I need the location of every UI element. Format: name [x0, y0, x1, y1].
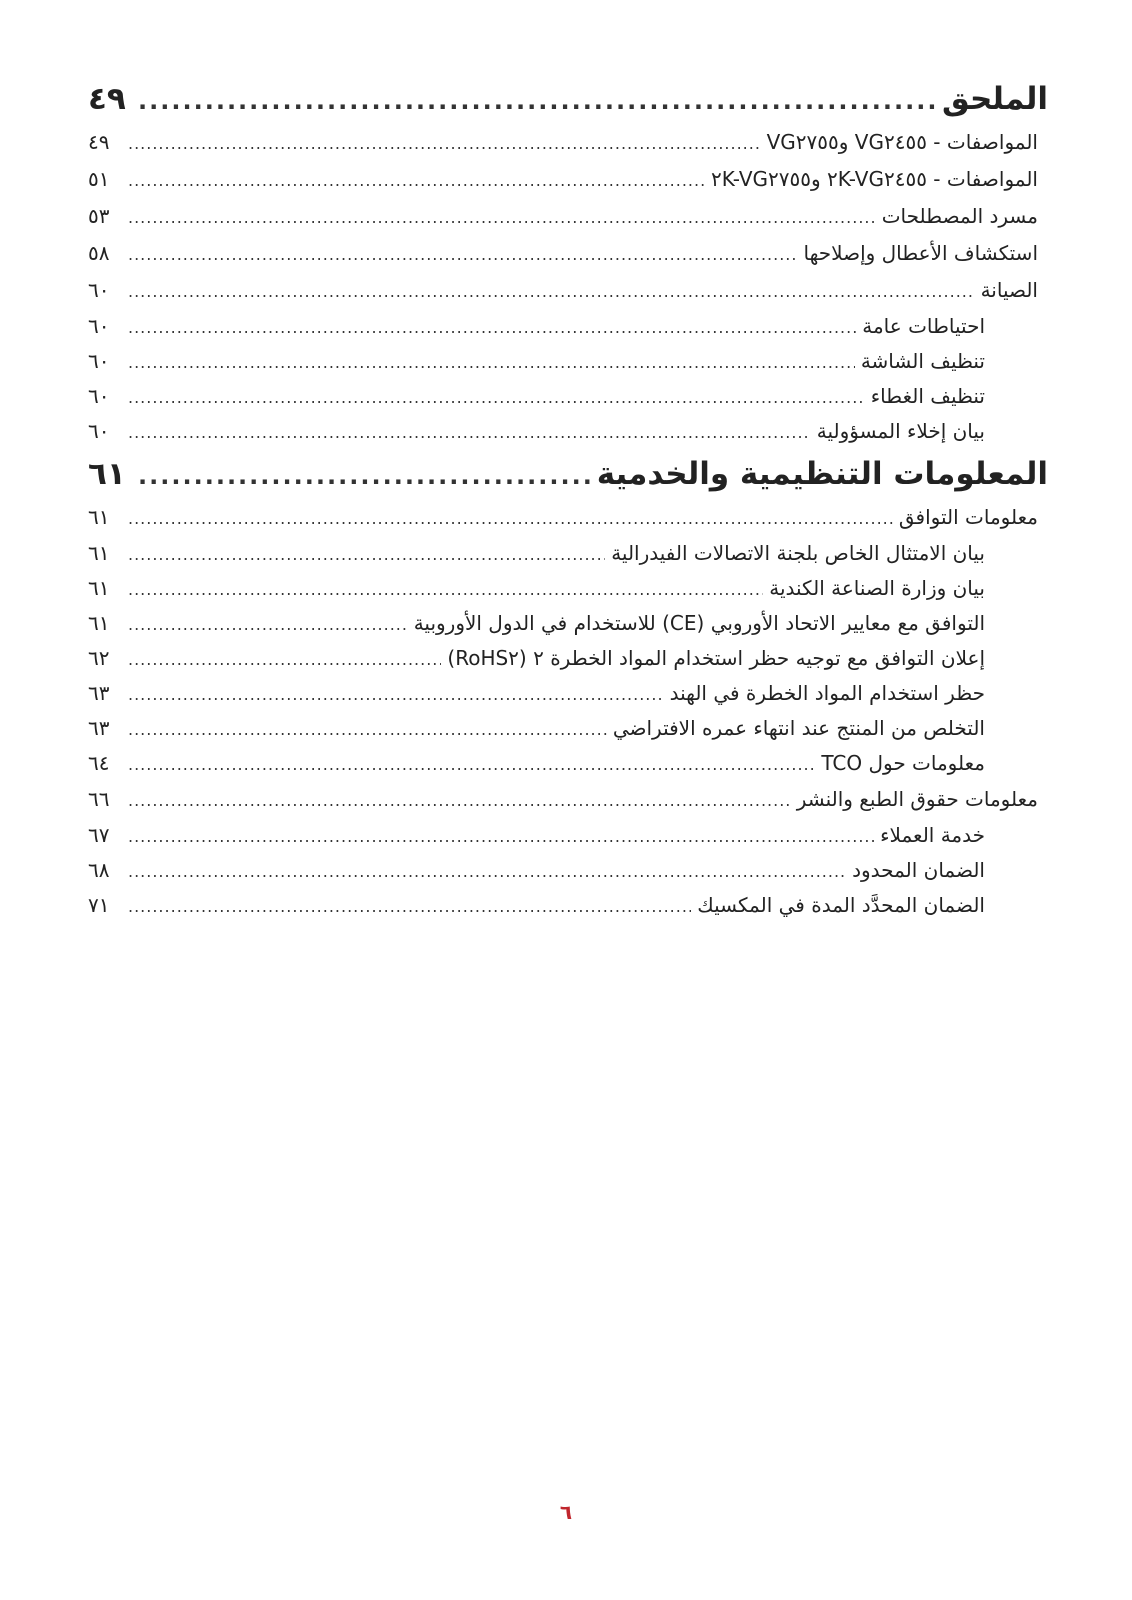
toc-page-number: ٦٣ — [88, 681, 110, 705]
dot-leader — [128, 642, 441, 677]
dot-leader — [128, 236, 797, 273]
dot-leader — [128, 310, 856, 345]
toc-entry[interactable] — [88, 161, 1048, 198]
toc-subentry[interactable] — [88, 853, 1048, 888]
toc-subentry[interactable] — [88, 571, 1048, 606]
dot-leader — [128, 712, 607, 747]
toc-page-number: ٦٠ — [88, 349, 110, 373]
toc-entry-title: المواصفات - VG٢٤٥٥ وVG٢٧٥٥ — [766, 130, 1038, 154]
toc-entry-title: المواصفات - ٢K-VG٢٤٥٥ و٢K-VG٢٧٥٥ — [711, 167, 1038, 191]
toc-page-number: ٦٠ — [88, 278, 110, 302]
toc-entry[interactable] — [88, 124, 1048, 161]
toc-subentry[interactable] — [88, 746, 1048, 781]
dot-leader — [128, 199, 876, 236]
toc-page-number: ٦١ — [88, 541, 110, 565]
toc-page-number: ٦١ — [88, 611, 110, 635]
toc-entry-title: بيان إخلاء المسؤولية — [816, 419, 985, 443]
toc-page-number: ٦١ — [88, 576, 110, 600]
toc-heading-regulatory[interactable] — [88, 449, 1048, 499]
dot-leader — [128, 677, 664, 712]
toc-entry[interactable] — [88, 235, 1048, 272]
toc-entry-title: إعلان التوافق مع توجيه حظر استخدام المواد الخطرة ٢ (RoHS٢) — [447, 646, 985, 670]
toc-entry-title: بيان وزارة الصناعة الكندية — [769, 576, 985, 600]
toc-heading-appendix[interactable] — [88, 74, 1048, 124]
toc-subentry[interactable] — [88, 536, 1048, 571]
toc-entry-title: تنظيف الغطاء — [870, 384, 985, 408]
toc-page-number: ٦٠ — [88, 419, 110, 443]
toc-page-number: ٦٣ — [88, 716, 110, 740]
dot-leader — [128, 607, 408, 642]
toc-entry-title: احتياطات عامة — [862, 314, 985, 338]
toc-page-number: ٦١ — [88, 456, 126, 492]
toc-entry-title: الصيانة — [980, 278, 1038, 302]
toc-heading-title: الملحق — [942, 81, 1048, 117]
toc-entry-title: خدمة العملاء — [880, 823, 985, 847]
toc-entry-title: الضمان المحدود — [852, 858, 985, 882]
table-of-contents — [88, 74, 1048, 923]
toc-subentry[interactable] — [88, 711, 1048, 746]
toc-page-number: ٦٠ — [88, 314, 110, 338]
toc-subentry[interactable] — [88, 414, 1048, 449]
toc-page-number: ٦٨ — [88, 858, 110, 882]
dot-leader — [128, 572, 763, 607]
toc-page-number: ٥٣ — [88, 204, 110, 228]
toc-entry[interactable] — [88, 781, 1048, 818]
toc-entry-title: مسرد المصطلحات — [881, 204, 1038, 228]
toc-entry-title: الضمان المحدَّد المدة في المكسيك — [697, 893, 985, 917]
dot-leader — [128, 782, 791, 819]
toc-subentry[interactable] — [88, 344, 1048, 379]
toc-page-number: ٦٦ — [88, 787, 110, 811]
dot-leader — [128, 500, 893, 537]
toc-entry-title: بيان الامتثال الخاص بلجنة الاتصالات الفيدرالية — [611, 541, 985, 565]
toc-subentry[interactable] — [88, 641, 1048, 676]
toc-entry-title: التخلص من المنتج عند انتهاء عمره الافتراضي — [612, 716, 985, 740]
dot-leader — [128, 380, 865, 415]
toc-page-number: ٦٠ — [88, 384, 110, 408]
dot-leader — [128, 854, 846, 889]
dot-leader — [128, 273, 975, 310]
dot-leader — [138, 76, 936, 126]
toc-subentry[interactable] — [88, 379, 1048, 414]
page-number-footer: ٦ — [559, 1500, 573, 1524]
toc-page-number: ٥١ — [88, 167, 110, 191]
dot-leader — [128, 125, 761, 162]
toc-entry-title: التوافق مع معايير الاتحاد الأوروبي (CE) للاستخدام في الدول الأوروبية — [413, 611, 985, 635]
toc-subentry[interactable] — [88, 818, 1048, 853]
toc-subentry[interactable] — [88, 309, 1048, 344]
dot-leader — [128, 537, 605, 572]
toc-page-number: ٧١ — [88, 893, 110, 917]
toc-page-number: ٦٢ — [88, 646, 110, 670]
toc-subentry[interactable] — [88, 888, 1048, 923]
toc-entry-title: معلومات التوافق — [898, 505, 1038, 529]
dot-leader — [128, 162, 705, 199]
toc-entry-title: معلومات حول TCO — [821, 751, 985, 775]
toc-entry[interactable] — [88, 198, 1048, 235]
toc-page-number: ٥٨ — [88, 241, 110, 265]
toc-subentry[interactable] — [88, 676, 1048, 711]
toc-entry-title: حظر استخدام المواد الخطرة في الهند — [669, 681, 985, 705]
toc-entry-title: تنظيف الشاشة — [860, 349, 985, 373]
toc-heading-title: المعلومات التنظيمية والخدمية — [596, 456, 1048, 492]
toc-page-number: ٦١ — [88, 505, 110, 529]
dot-leader — [128, 747, 815, 782]
toc-page-number: ٤٩ — [88, 130, 110, 154]
dot-leader — [128, 345, 855, 380]
toc-entry-title: معلومات حقوق الطبع والنشر — [796, 787, 1038, 811]
toc-page-number: ٤٩ — [88, 81, 126, 117]
dot-leader — [138, 451, 591, 501]
dot-leader — [128, 889, 691, 924]
toc-subentry[interactable] — [88, 606, 1048, 641]
toc-entry[interactable] — [88, 499, 1048, 536]
toc-entry[interactable] — [88, 272, 1048, 309]
dot-leader — [128, 415, 811, 450]
toc-page-number: ٦٤ — [88, 751, 110, 775]
toc-entry-title: استكشاف الأعطال وإصلاحها — [803, 241, 1038, 265]
dot-leader — [128, 819, 874, 854]
toc-page-number: ٦٧ — [88, 823, 110, 847]
